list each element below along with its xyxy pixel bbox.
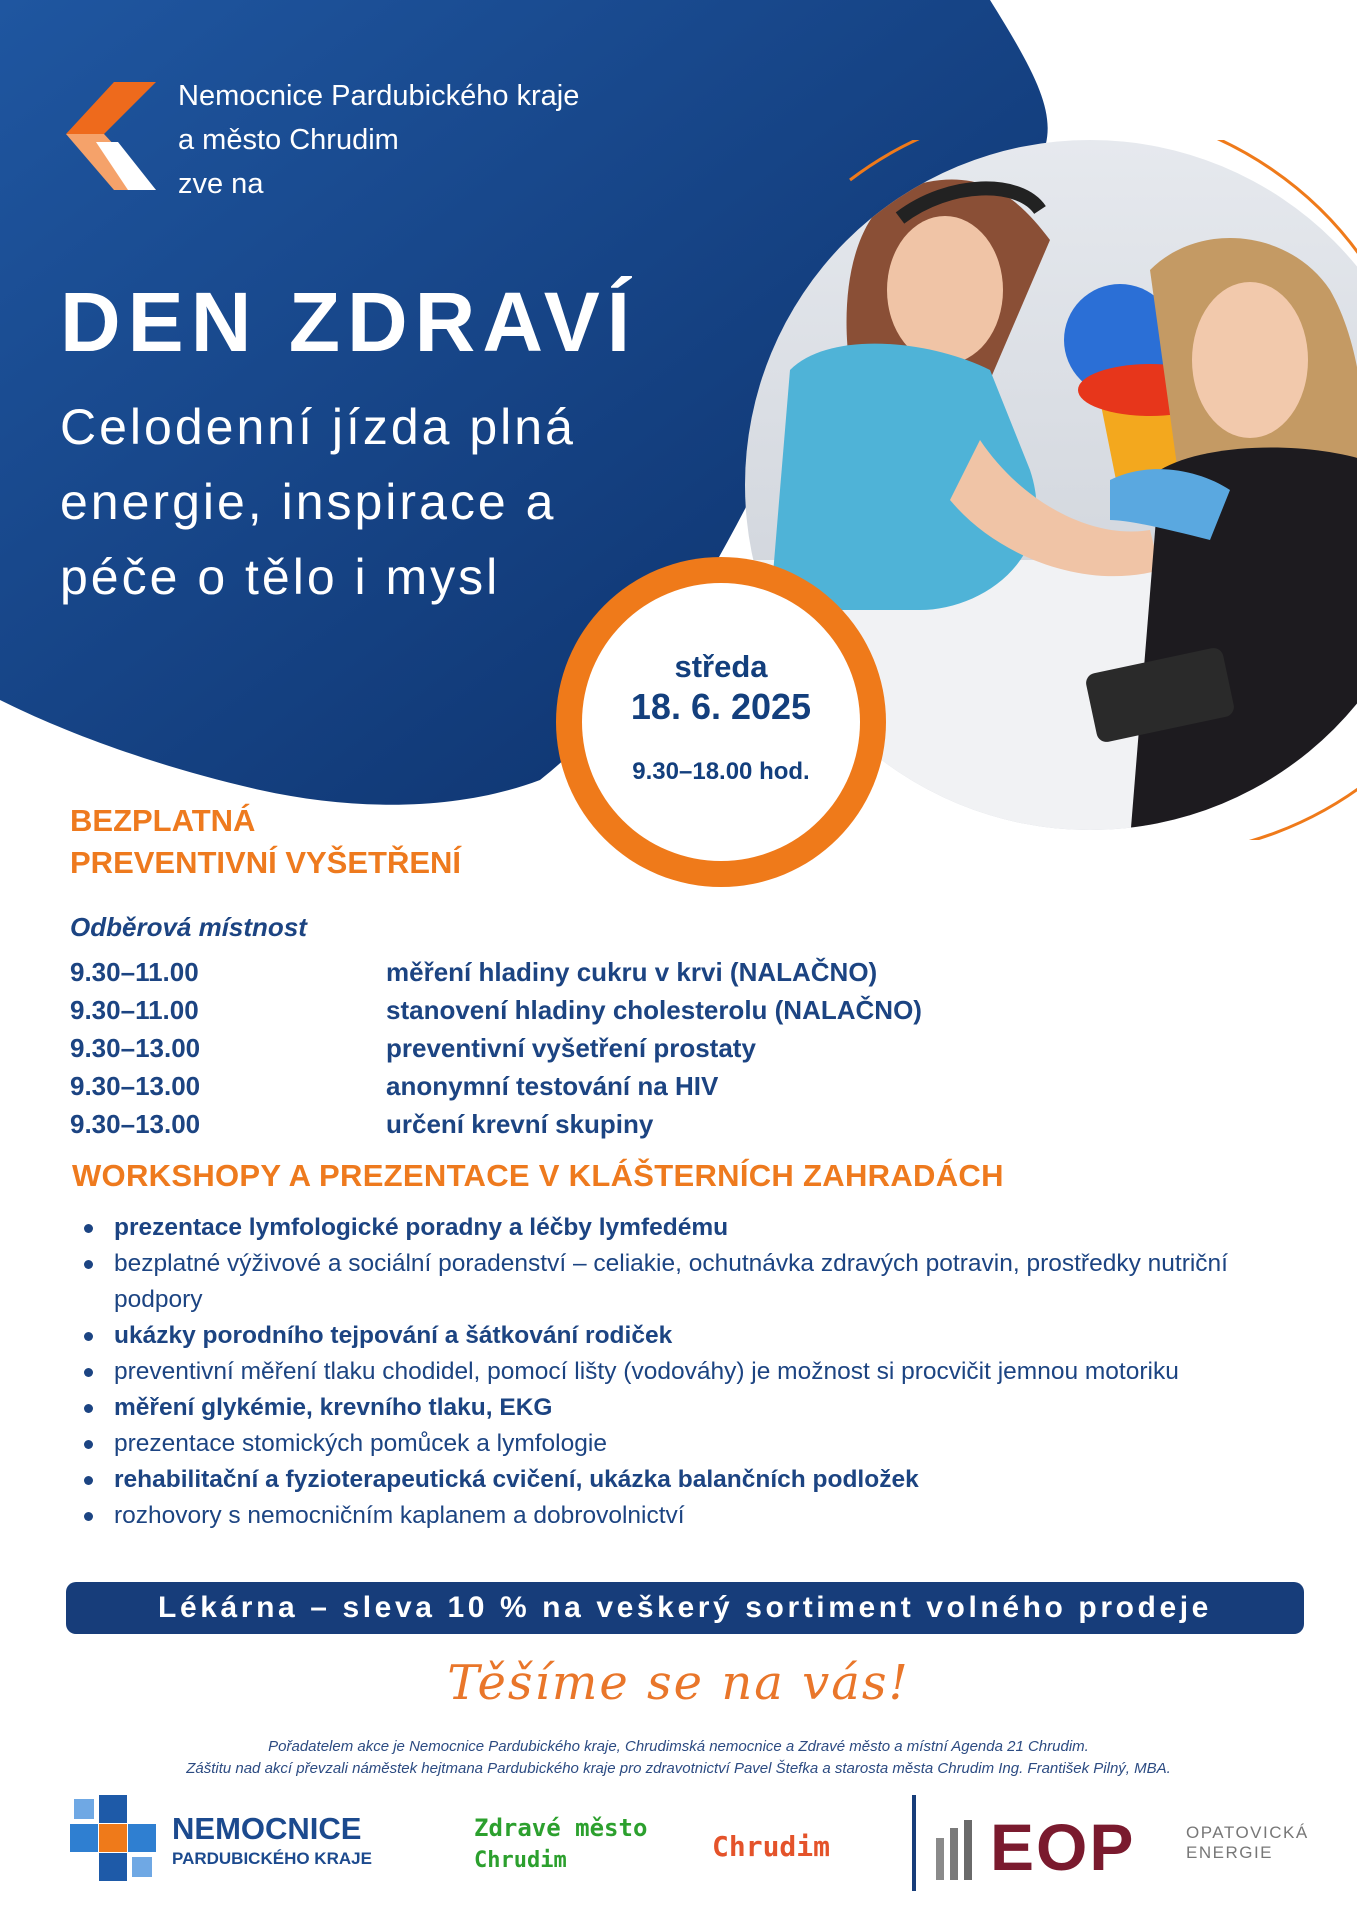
list-item (80, 1318, 1280, 1354)
bullet-icon (84, 1332, 93, 1341)
list-item (80, 1354, 1280, 1390)
list-item (80, 1210, 1280, 1246)
schedule-desc: preventivní vyšetření prostaty (386, 1033, 756, 1063)
schedule-time: 9.30–11.00 (70, 995, 199, 1025)
list-item-text: měření glykémie, krevního tlaku, EKG (114, 1394, 553, 1421)
bullet-icon (84, 1404, 93, 1413)
intro-line: Nemocnice Pardubického kraje (178, 80, 580, 112)
preventive-title-line: PREVENTIVNÍ VYŠETŘENÍ (70, 845, 462, 880)
schedule-time: 9.30–13.00 (70, 1109, 201, 1139)
list-item (80, 1246, 1280, 1318)
subtitle-line: energie, inspirace a (60, 474, 557, 530)
schedule-time: 9.30–11.00 (70, 957, 199, 987)
intro-line: a město Chrudim (178, 124, 399, 156)
list-item-text: prezentace lymfologické poradny a léčby lymfedému (114, 1214, 729, 1241)
badge-date: 18. 6. 2025 (630, 686, 812, 727)
list-item-text: prezentace stomických pomůcek a lymfologie (114, 1430, 607, 1457)
bullet-icon (84, 1224, 93, 1233)
intro-text (178, 74, 579, 206)
date-badge-inner (582, 583, 860, 861)
nemocnice-sub: PARDUBICKÉHO KRAJE (172, 1849, 372, 1868)
list-item (80, 1390, 1280, 1426)
schedule-desc: stanovení hladiny cholesterolu (NALAČNO) (386, 995, 922, 1025)
event-title: DEN ZDRAVÍ (60, 275, 638, 369)
bullet-icon (84, 1440, 93, 1449)
badge-day: středa (674, 649, 768, 684)
list-item-text: bezplatné výživové a sociální poradenství – celiakie, ochutnávka zdravých potravin, prostředky nutriční podpory (114, 1250, 1228, 1313)
bullet-icon (84, 1476, 93, 1485)
footer-line: Pořadatelem akce je Nemocnice Pardubického kraje, Chrudimská nemocnice a Zdravé město a místní Agenda 21 Chrudim. (268, 1738, 1089, 1755)
zdrave-mesto-line: Zdravé město (474, 1814, 648, 1842)
workshops-list (80, 1210, 1280, 1534)
footer-line: Záštitu nad akcí převzali náměstek hejtmana Pardubického kraje pro zdravotnictví Pavel Štefka a starosta města Chrudim Ing. František Pilný, MBA. (186, 1760, 1171, 1777)
eop-sub-line: OPATOVICKÁ (1186, 1823, 1309, 1842)
badge-time: 9.30–18.00 hod. (632, 758, 810, 785)
list-item-text: ukázky porodního tejpování a šátkování rodiček (114, 1322, 673, 1349)
schedule-desc: měření hladiny cukru v krvi (NALAČNO) (386, 957, 878, 987)
preventive-title-line: BEZPLATNÁ (70, 803, 256, 838)
zdrave-mesto-logo (474, 1814, 647, 1873)
date-badge (556, 557, 886, 887)
schedule-row (70, 1109, 1070, 1147)
schedule-desc: anonymní testování na HIV (386, 1071, 719, 1101)
schedule-row (70, 957, 1070, 995)
logo-divider (912, 1795, 916, 1891)
chrudim-logo: Chrudim (712, 1830, 831, 1863)
subtitle-line: péče o tělo i mysl (60, 549, 501, 605)
schedule-time: 9.30–13.00 (70, 1071, 201, 1101)
zdrave-mesto-line: Chrudim (474, 1848, 567, 1873)
workshops-title: WORKSHOPY A PREZENTACE V KLÁŠTERNÍCH ZAHRADÁCH (72, 1158, 1004, 1193)
room-label: Odběrová místnost (70, 912, 307, 942)
schedule-time: 9.30–13.00 (70, 1033, 201, 1063)
intro-line: zve na (178, 168, 264, 200)
schedule-desc: určení krevní skupiny (386, 1109, 654, 1139)
eop-bars-icon (936, 1820, 976, 1880)
preventive-title (70, 800, 461, 884)
eop-logo-text: EOP (990, 1810, 1136, 1884)
bullet-icon (84, 1512, 93, 1521)
list-item (80, 1462, 1280, 1498)
nemocnice-logo (70, 1795, 490, 1885)
list-item (80, 1426, 1280, 1462)
event-subtitle (60, 390, 576, 615)
bullet-icon (84, 1260, 93, 1269)
list-item-text: rozhovory s nemocničním kaplanem a dobrovolnictví (114, 1502, 685, 1529)
eop-sub-line: ENERGIE (1186, 1843, 1274, 1862)
schedule-row (70, 995, 1070, 1033)
eop-subtitle (1186, 1823, 1309, 1863)
nemocnice-logo-icon (66, 82, 156, 192)
schedule-row (70, 1071, 1070, 1109)
subtitle-line: Celodenní jízda plná (60, 399, 576, 455)
footer-text (0, 1736, 1357, 1780)
pharmacy-banner: Lékárna – sleva 10 % na veškerý sortiment volného prodeje (66, 1582, 1304, 1634)
hospital-cross-icon (70, 1795, 156, 1881)
schedule-list (70, 957, 1070, 1147)
bullet-icon (84, 1368, 93, 1377)
list-item (80, 1498, 1280, 1534)
list-item-text: rehabilitační a fyzioterapeutická cvičení, ukázka balančních podložek (114, 1466, 919, 1493)
greeting-text: Těšíme se na vás! (447, 1655, 910, 1711)
nemocnice-name: NEMOCNICE (172, 1811, 362, 1846)
list-item-text: preventivní měření tlaku chodidel, pomocí lišty (vodováhy) je možnost si procvičit jemnou motoriku (114, 1358, 1179, 1385)
schedule-row (70, 1033, 1070, 1071)
